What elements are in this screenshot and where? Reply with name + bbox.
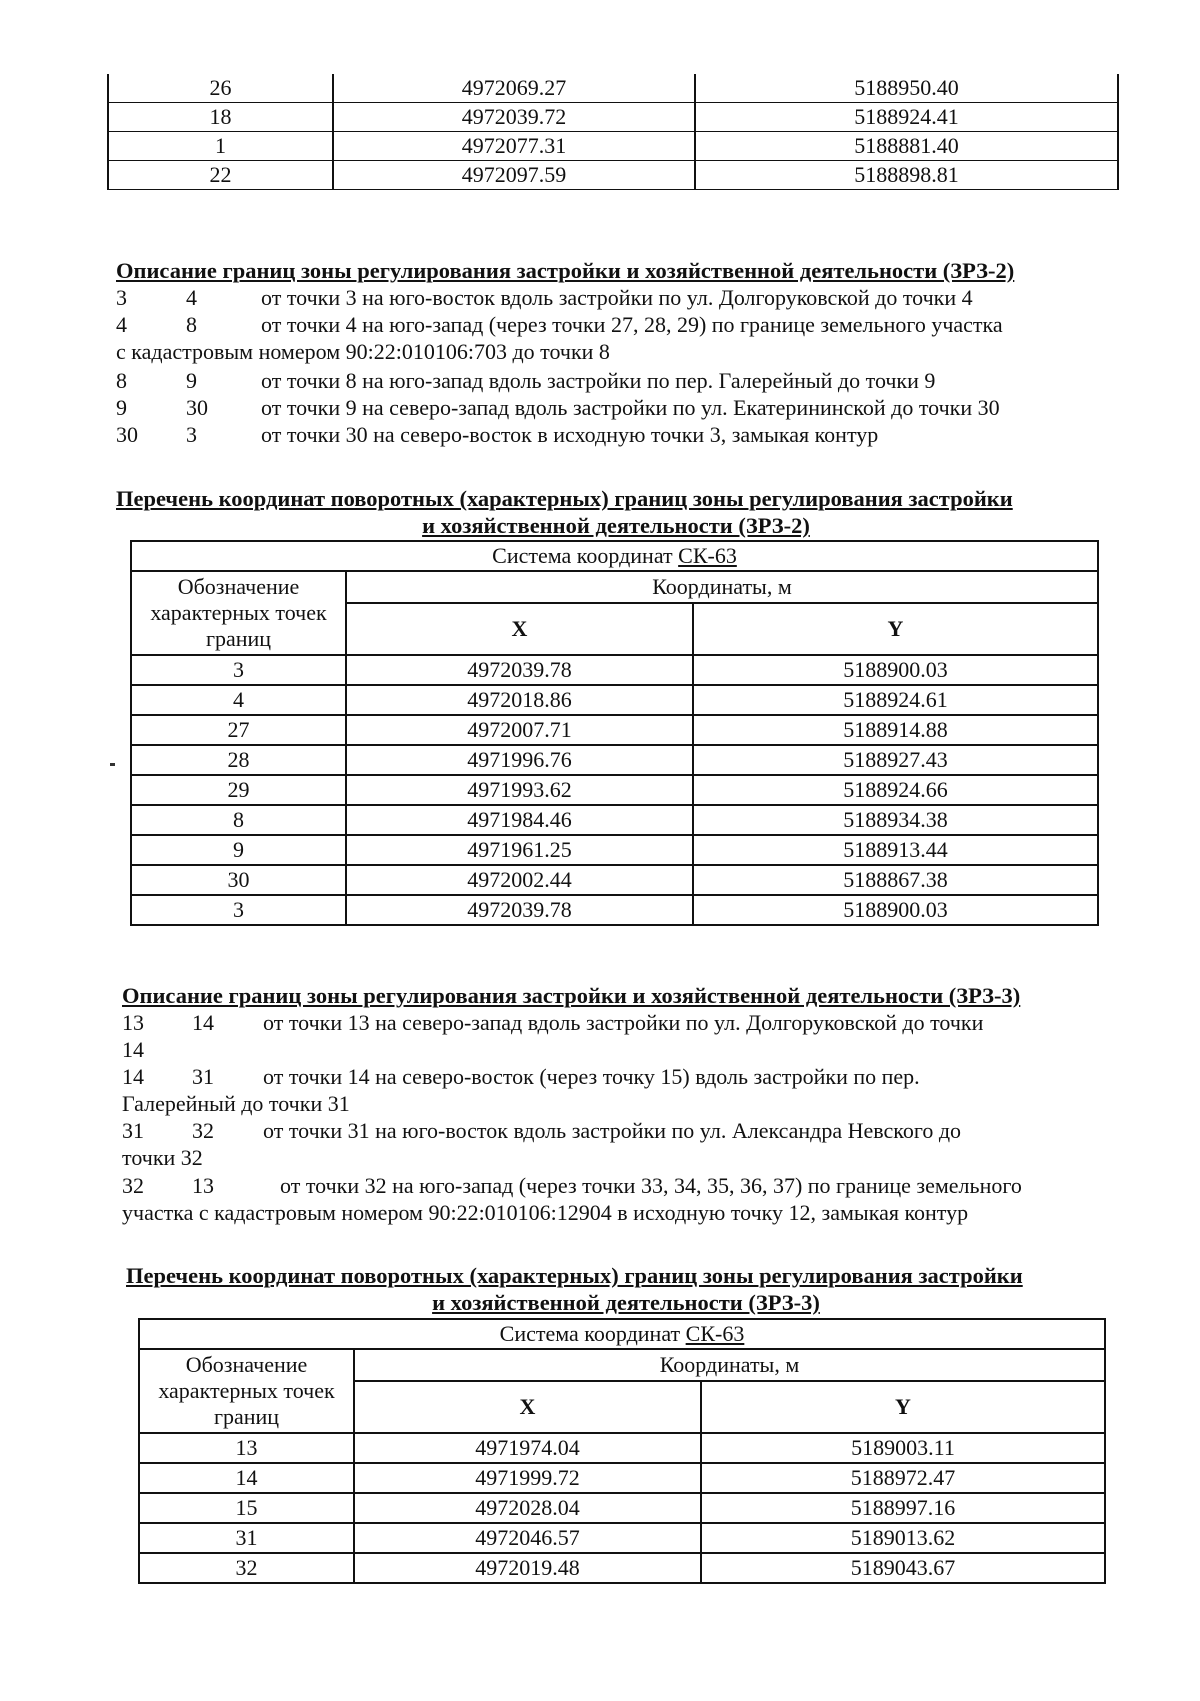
zrz3-description-title: Описание границ зоны регулирования застройки и хозяйственной деятельности (ЗРЗ-3): [122, 983, 1021, 1008]
point-cell: 14: [139, 1463, 354, 1493]
table-row: [131, 865, 1098, 895]
x-cell: 4971974.04: [354, 1433, 701, 1463]
table-row: [108, 132, 1118, 161]
point-cell: 31: [139, 1523, 354, 1553]
x-cell: 4971984.46: [346, 805, 693, 835]
x-cell: 4972019.48: [354, 1553, 701, 1583]
table-row: [139, 1433, 1105, 1463]
point-cell: 15: [139, 1493, 354, 1523]
point-cell: 18: [108, 103, 333, 132]
y-cell: 5188927.43: [693, 745, 1098, 775]
y-cell: 5188900.03: [693, 655, 1098, 685]
point-cell: 8: [131, 805, 346, 835]
y-cell: 5189013.62: [701, 1523, 1105, 1553]
y-column-header: Y: [701, 1381, 1105, 1433]
segment-to: 9: [186, 368, 197, 393]
x-column-header: X: [354, 1381, 701, 1433]
segment-text: от точки 3 на юго-восток вдоль застройки по ул. Долгоруковской до точки 4: [261, 285, 973, 310]
x-cell: 4972097.59: [333, 161, 695, 190]
point-column-header: Обозначение характерных точек границ: [139, 1349, 354, 1433]
segment-to: 8: [186, 312, 197, 337]
point-cell: 1: [108, 132, 333, 161]
segment-text: от точки 14 на северо-восток (через точку 15) вдоль застройки по пер.: [263, 1064, 920, 1089]
coordinate-system: [131, 541, 1098, 571]
x-cell: 4972077.31: [333, 132, 695, 161]
segment-to: 4: [186, 285, 197, 310]
point-cell: 28: [131, 745, 346, 775]
x-cell: 4972039.72: [333, 103, 695, 132]
y-cell: 5188914.88: [693, 715, 1098, 745]
segment-text: от точки 9 на северо-запад вдоль застройки по ул. Екатерининской до точки 30: [261, 395, 1000, 420]
x-cell: 4972002.44: [346, 865, 693, 895]
y-cell: 5188924.61: [693, 685, 1098, 715]
segment-to: 32: [192, 1118, 214, 1143]
point-cell: 4: [131, 685, 346, 715]
zrz2-description-title: Описание границ зоны регулирования застройки и хозяйственной деятельности (ЗРЗ-2): [116, 258, 1015, 283]
table-row: [131, 775, 1098, 805]
segment-continuation: точки 32: [122, 1145, 203, 1170]
segment-to: 31: [192, 1064, 214, 1089]
y-cell: 5188913.44: [693, 835, 1098, 865]
segment-text: от точки 30 на северо-восток в исходную точки 3, замыкая контур: [261, 422, 879, 447]
segment-from: 31: [122, 1118, 144, 1143]
x-cell: 4972069.27: [333, 74, 695, 103]
point-cell: 26: [108, 74, 333, 103]
zrz2-list-title-line2: и хозяйственной деятельности (ЗРЗ-2): [422, 513, 810, 538]
point-column-header: Обозначение характерных точек границ: [131, 571, 346, 655]
segment-from: 9: [116, 395, 127, 420]
point-cell: 29: [131, 775, 346, 805]
zrz2-coordinates-table: [130, 540, 1099, 926]
coordinate-system-prefix: Система координат: [492, 543, 679, 568]
x-cell: 4971993.62: [346, 775, 693, 805]
y-cell: 5188867.38: [693, 865, 1098, 895]
y-cell: 5188934.38: [693, 805, 1098, 835]
segment-continuation: участка с кадастровым номером 90:22:010106:12904 в исходную точку 12, замыкая контур: [122, 1200, 969, 1225]
x-cell: 4971961.25: [346, 835, 693, 865]
table-row: [131, 895, 1098, 925]
coordinate-system: [139, 1319, 1105, 1349]
segment-to: 13: [192, 1173, 214, 1198]
y-cell: 5188997.16: [701, 1493, 1105, 1523]
y-cell: 5188900.03: [693, 895, 1098, 925]
y-cell: 5188950.40: [695, 74, 1118, 103]
table-row: [108, 74, 1118, 103]
segment-from: 14: [122, 1064, 144, 1089]
segment-text: от точки 32 на юго-запад (через точки 33, 34, 35, 36, 37) по границе земельного: [280, 1173, 1022, 1198]
y-cell: 5188881.40: [695, 132, 1118, 161]
y-column-header: Y: [693, 603, 1098, 655]
zrz3-list-title-line2: и хозяйственной деятельности (ЗРЗ-3): [432, 1290, 820, 1315]
table-row: [108, 103, 1118, 132]
point-cell: 13: [139, 1433, 354, 1463]
zrz3-list-title-line1: Перечень координат поворотных (характерных) границ зоны регулирования застройки: [126, 1263, 1023, 1288]
y-cell: 5188972.47: [701, 1463, 1105, 1493]
table-row: [131, 715, 1098, 745]
segment-continuation: Галерейный до точки 31: [122, 1091, 350, 1116]
y-cell: 5189003.11: [701, 1433, 1105, 1463]
segment-continuation: 14: [122, 1037, 144, 1062]
x-cell: 4972007.71: [346, 715, 693, 745]
zrz2-list-title-line1: Перечень координат поворотных (характерных) границ зоны регулирования застройки: [116, 486, 1013, 511]
segment-to: 14: [192, 1010, 214, 1035]
table-row: [131, 835, 1098, 865]
table-row: [108, 161, 1118, 190]
x-cell: 4972039.78: [346, 895, 693, 925]
point-cell: 3: [131, 655, 346, 685]
stray-mark: [110, 763, 115, 766]
coordinate-system-prefix: Система координат: [499, 1321, 686, 1346]
continuation-coordinates-table: [107, 74, 1119, 190]
x-cell: 4972039.78: [346, 655, 693, 685]
coordinate-system-name: СК-63: [678, 543, 737, 568]
coordinates-header: Координаты, м: [354, 1349, 1105, 1381]
table-row: [139, 1493, 1105, 1523]
segment-text: от точки 8 на юго-запад вдоль застройки по пер. Галерейный до точки 9: [261, 368, 936, 393]
y-cell: 5188898.81: [695, 161, 1118, 190]
table-row: [131, 745, 1098, 775]
point-cell: 30: [131, 865, 346, 895]
segment-text: от точки 13 на северо-запад вдоль застройки по ул. Долгоруковской до точки: [263, 1010, 984, 1035]
point-cell: 3: [131, 895, 346, 925]
zrz3-coordinates-table: [138, 1318, 1106, 1584]
segment-from: 8: [116, 368, 127, 393]
segment-from: 4: [116, 312, 127, 337]
segment-continuation: с кадастровым номером 90:22:010106:703 до точки 8: [116, 339, 610, 364]
y-cell: 5189043.67: [701, 1553, 1105, 1583]
point-cell: 32: [139, 1553, 354, 1583]
x-cell: 4972046.57: [354, 1523, 701, 1553]
table-row: [131, 805, 1098, 835]
coordinates-header: Координаты, м: [346, 571, 1098, 603]
point-cell: 22: [108, 161, 333, 190]
x-cell: 4972028.04: [354, 1493, 701, 1523]
segment-to: 30: [186, 395, 208, 420]
segment-from: 13: [122, 1010, 144, 1035]
segment-from: 30: [116, 422, 138, 447]
x-column-header: X: [346, 603, 693, 655]
table-row: [131, 685, 1098, 715]
segment-from: 32: [122, 1173, 144, 1198]
table-row: [139, 1523, 1105, 1553]
point-cell: 9: [131, 835, 346, 865]
coordinate-system-name: СК-63: [685, 1321, 745, 1346]
segment-text: от точки 31 на юго-восток вдоль застройки по ул. Александра Невского до: [263, 1118, 962, 1143]
x-cell: 4972018.86: [346, 685, 693, 715]
segment-text: от точки 4 на юго-запад (через точки 27, 28, 29) по границе земельного участка: [261, 312, 1003, 337]
segment-to: 3: [186, 422, 197, 447]
table-row: [139, 1463, 1105, 1493]
y-cell: 5188924.66: [693, 775, 1098, 805]
segment-from: 3: [116, 285, 127, 310]
point-cell: 27: [131, 715, 346, 745]
table-row: [131, 655, 1098, 685]
x-cell: 4971996.76: [346, 745, 693, 775]
table-row: [139, 1553, 1105, 1583]
y-cell: 5188924.41: [695, 103, 1118, 132]
x-cell: 4971999.72: [354, 1463, 701, 1493]
